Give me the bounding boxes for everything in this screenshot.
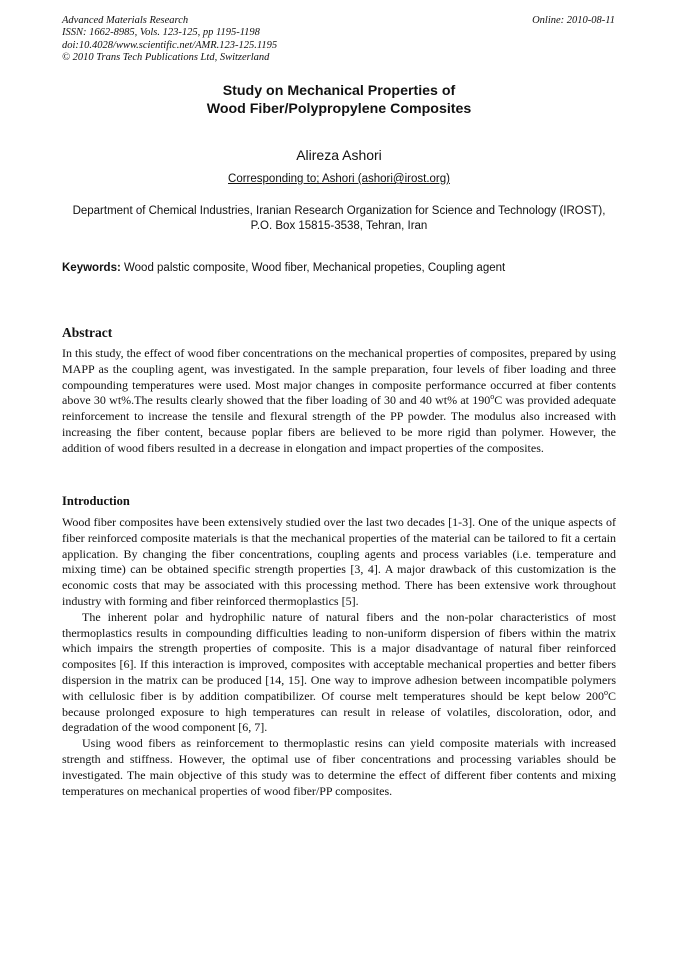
doi-line: doi:10.4028/www.scientific.net/AMR.123-125.1195 — [62, 39, 278, 51]
author-name: Alireza Ashori — [296, 147, 382, 163]
title-line-1: Study on Mechanical Properties of — [222, 83, 456, 99]
degree-superscript: o — [603, 687, 608, 697]
copyright-line: © 2010 Trans Tech Publications Ltd, Switzerland — [62, 51, 270, 63]
abstract-heading: Abstract — [62, 325, 113, 340]
abstract-text-1: In this study, the effect of wood fiber concentrations on the mechanical properties of composites, prepared by using MAPP as the coupling agent, was investigated. In the sample preparation, four levels of fiber loading and three compounding temperatures were used. Most major changes in composite performance occurred at fiber contents above 30 wt%.The results clearly showed that the fiber loading of 30 and 40 wt% at 190 — [62, 346, 616, 408]
introduction-body — [62, 515, 616, 799]
online-date: Online: 2010-08-11 — [532, 15, 615, 26]
intro-paragraph-1: Wood fiber composites have been extensively studied over the last two decades [1-3]. One of the unique aspects of fiber reinforced composite materials is that the mechanical properties of the material can be tailored to fit a certain application. By changing the fiber concentrations, coupling agents and process variables (i.e. temperature and mixing time) can be obtained specific strength properties [3, 4]. A major drawback of this customization is the economic costs that may be associated with this processing method. There has been extensive work throughout industry with forming and fiber reinforced thermoplastics [5]. — [62, 515, 616, 608]
journal-name: Advanced Materials Research — [62, 15, 189, 26]
intro-p2-text-1: The inherent polar and hydrophilic nature of natural fibers and the non-polar characteristics of most thermoplastics results in compounding difficulties leading to non-uniform dispersion of fibers within the matrix which impairs the strength properties of composite. This is a major disadvantage of natural fiber reinforced composites [6]. If this interaction is improved, composites with acceptable mechanical properties and better fibers dispersion in the matrix can be produced [14, 15]. One way to improve adhesion between incompatible polymers with cellulosic fiber is by addition compatibilizer. Of course melt temperatures should be kept below 200 — [62, 609, 616, 703]
journal-metadata — [62, 15, 277, 64]
intro-paragraph-2 — [62, 610, 616, 736]
corresponding-author: Corresponding to; Ashori (ashori@irost.org) — [228, 173, 450, 185]
paper-title — [0, 82, 678, 118]
introduction-heading: Introduction — [62, 494, 130, 508]
title-line-2: Wood Fiber/Polypropylene Composites — [206, 101, 472, 117]
affiliation: Department of Chemical Industries, Iranian Research Organization for Science and Technology (IROST), P.O. Box 15815-3538, Tehran, Iran — [72, 205, 606, 232]
degree-superscript: o — [490, 392, 495, 402]
intro-paragraph-3: Using wood fibers as reinforcement to thermoplastic resins can yield composite materials with increased strength and stiffness. However, the optimal use of fiber concentrations and processing variables should be investigated. The main objective of this study was to determine the effect of different fiber contents and mixing temperatures on mechanical properties of wood fiber/PP composites. — [62, 736, 616, 798]
intro-p2-text-2: C because prolonged exposure to high temperatures can result in release of volatiles, discoloration, odor, and degradation of the wood component [6, 7]. — [62, 688, 616, 735]
abstract-text-2: C was provided adequate reinforcement to increase the tensile and flexural strength of the PP powder. The modulus also increased with increasing the fiber content, because poplar fibers are believed to be more rigid than polymer. However, the addition of wood fibers resulted in a decrease in elongation and impact properties of the composites. — [62, 393, 617, 455]
abstract-body — [62, 346, 616, 457]
issn-line: ISSN: 1662-8985, Vols. 123-125, pp 1195-1198 — [62, 27, 260, 39]
keywords-label: Keywords: — [62, 262, 121, 274]
keywords-list: Wood palstic composite, Wood fiber, Mechanical propeties, Coupling agent — [124, 262, 506, 274]
keywords — [62, 261, 616, 276]
